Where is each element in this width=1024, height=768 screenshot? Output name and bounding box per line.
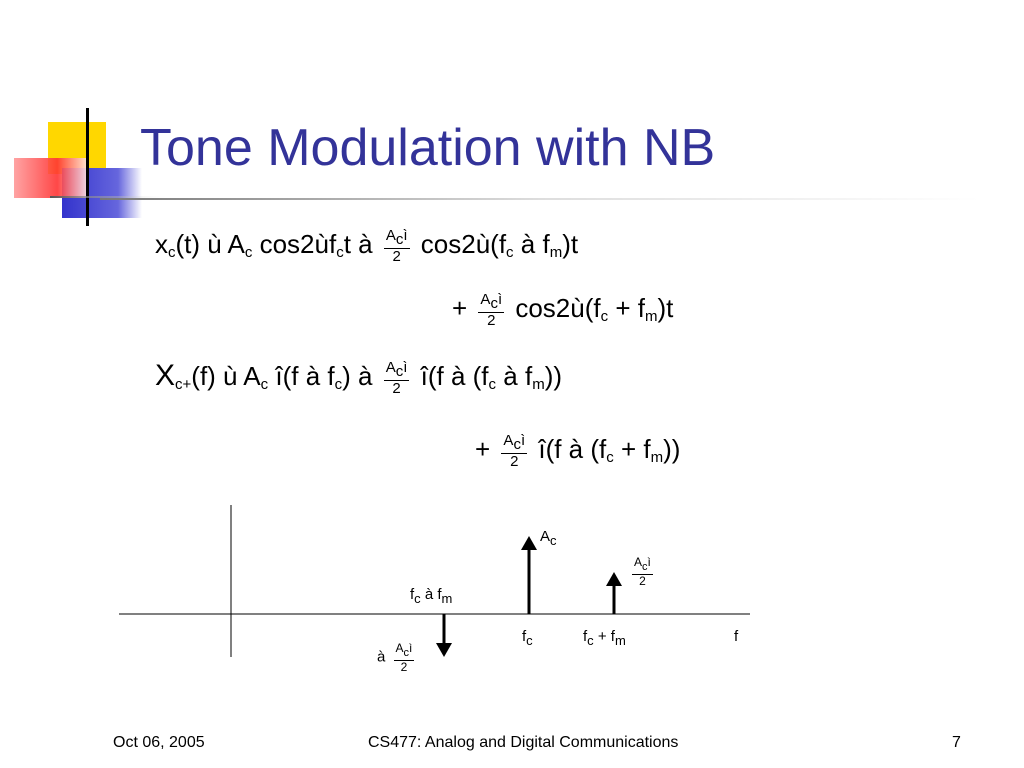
label-fc: $f_c$	[522, 628, 533, 648]
arrowhead-down	[436, 643, 452, 657]
label-ac: $A_c$	[540, 528, 557, 548]
arrowhead-up	[606, 572, 622, 586]
equation-line-4: + $\frac{A_cì}{2}$ î(f à $(f_c + f_m)$)	[475, 432, 681, 470]
fraction-ac-over-2: $\frac{A_cì}{2}$	[385, 359, 408, 397]
arrowhead-up	[521, 536, 537, 550]
label-f-axis: f	[734, 628, 739, 645]
label-fc-plus-fm: $f_c + f_m$	[583, 628, 626, 648]
label-ac-over-2-right: $\frac{A_cì}{2}$	[634, 555, 651, 588]
fraction-ac-over-2: $\frac{A_cì}{2}$	[503, 432, 526, 470]
equation-line-3: $X_{c+}(f)$ ù $A_c$ î(f à $f_c$) à $\frac{A_cì}{2}$ î(f à ($f_c$ à $f_m$))	[155, 359, 563, 397]
page-title: Tone Modulation with NB	[140, 119, 716, 177]
footer-page-number: 7	[952, 734, 961, 751]
fraction-ac-over-2: $\frac{A_cì}{2}$	[480, 291, 503, 329]
fraction-ac-over-2: $\frac{A_cì}{2}$	[385, 227, 408, 265]
label-neg-ac-over-2: à $\frac{A_cì}{2}$	[377, 641, 413, 674]
footer-date: Oct 06, 2005	[113, 734, 205, 751]
label-fc-minus-fm: $f_c$ à $f_m$	[410, 586, 453, 606]
footer-course: CS477: Analog and Digital Communications	[368, 734, 679, 751]
equation-line-1: $x_c(t)$ ù $A_c$ $\cos 2ùf_ct$ à $\frac{A_cì}{2}$ $\cos 2ù(f_c$ à $f_m)t$	[155, 227, 579, 265]
equation-line-2: + $\frac{A_cì}{2}$ $\cos 2ù(f_c + f_m)t$	[452, 291, 674, 329]
